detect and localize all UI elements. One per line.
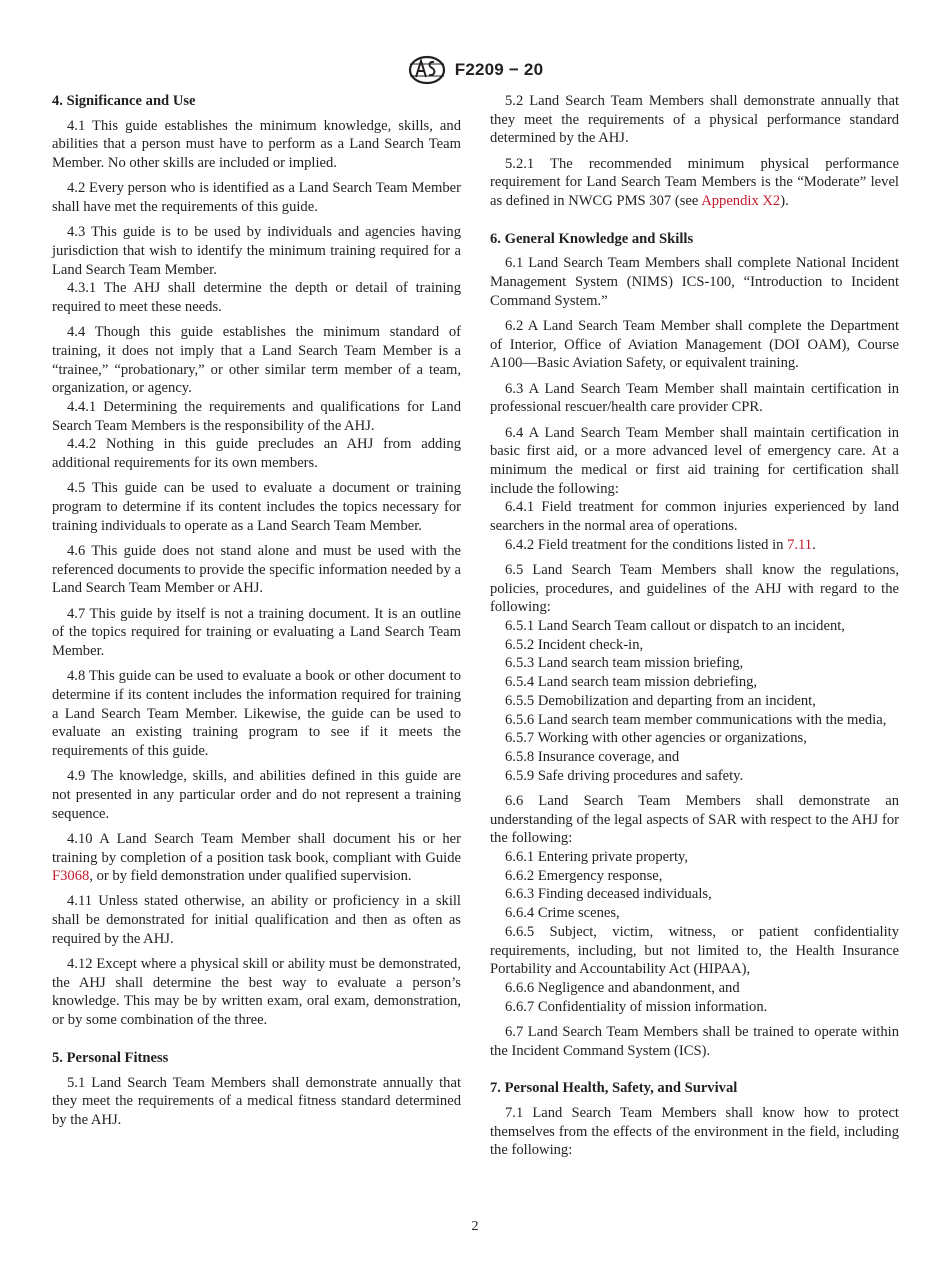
list-item: 6.6.3 Finding deceased individuals, [505, 886, 712, 903]
list-item: 6.5.3 Land search team mission briefing, [505, 655, 744, 672]
paragraph-4-4-2: 4.4.2 Nothing in this guide precludes an AHJ from adding additional requirements for its own members. [52, 436, 461, 472]
standard-designation: F2209 − 20 [454, 60, 544, 79]
paragraph-5-2-1-text: 5.2.1 The recommended minimum physical performance requirement for Land Search Team Members is the “Moderate” level as defined in NWCG PMS 307 (see [490, 155, 899, 210]
list-item: 6.5.7 Working with other agencies or organizations, [505, 730, 807, 747]
paragraph-4-5: 4.5 This guide can be used to evaluate a document or training program to determine if its content includes the topics necessary for training individuals to operate as a Land Search Team Member. [52, 480, 461, 534]
link-f3068[interactable]: F3068 [52, 868, 90, 885]
astm-logo-icon [407, 55, 447, 85]
list-item: 6.5.9 Safe driving procedures and safety. [505, 767, 744, 784]
list-item: 6.5.8 Insurance coverage, and [505, 749, 680, 765]
link-7-11[interactable]: 7.11 [787, 536, 813, 553]
paragraph-5-1: 5.1 Land Search Team Members shall demonstrate annually that they meet the requirements of a medical fitness standard determined by the AHJ. [52, 1074, 461, 1128]
section-7-heading: 7. Personal Health, Safety, and Survival [490, 1080, 738, 1097]
list-item: 6.6.7 Confidentiality of mission information. [505, 998, 768, 1015]
section-6-heading: 6. General Knowledge and Skills [490, 230, 694, 247]
paragraph-4-8: 4.8 This guide can be used to evaluate a book or other document to determine if its content includes the information required for training a Land Search Team Member. Likewise, the guide can be used to evaluate an existing training program to see if it meets the requirements of this guide. [52, 668, 461, 759]
paragraph-5-2-1 [490, 155, 899, 211]
list-item: 6.5.1 Land Search Team callout or dispatch to an incident, [505, 618, 845, 635]
page-number: 2 [471, 1219, 479, 1234]
paragraph-4-10 [52, 830, 461, 886]
paragraph-6-3: 6.3 A Land Search Team Member shall maintain certification in professional rescuer/health care provider CPR. [490, 380, 899, 416]
paragraph-6-7: 6.7 Land Search Team Members shall be trained to operate within the Incident Command System (ICS). [490, 1023, 899, 1059]
paragraph-4-4: 4.4 Though this guide establishes the minimum standard of training, it does not imply that a Land Search Team Member is a “trainee,” “probationary,” or other similar term member of a team, organization, or agency. [52, 324, 461, 397]
paragraph-6-4-2 [490, 536, 899, 555]
list-item: 6.5.6 Land search team member communications with the media, [505, 711, 887, 728]
left-column [52, 92, 461, 1130]
paragraph-6-6: 6.6 Land Search Team Members shall demonstrate an understanding of the legal aspects of SAR with respect to the AHJ for the following: [490, 792, 899, 847]
paragraph-4-6: 4.6 This guide does not stand alone and must be used with the referenced documents to provide the specific information needed by a Land Search Team Member or AHJ. [52, 542, 461, 597]
list-item: 6.5.4 Land search team mission debriefing, [505, 674, 758, 691]
page-header [0, 52, 950, 88]
paragraph-4-9: 4.9 The knowledge, skills, and abilities defined in this guide are not presented in any particular order and do not represent a training sequence. [52, 768, 461, 822]
paragraph-4-10-text: 4.10 A Land Search Team Member shall document his or her training by completion of a position task book, compliant with Guide [52, 830, 461, 866]
paragraph-4-4-1: 4.4.1 Determining the requirements and qualifications for Land Search Team Members is the responsibility of the AHJ. [52, 399, 461, 434]
paragraph-6-4-2-text-end: . [812, 536, 816, 553]
list-item: 6.5.5 Demobilization and departing from an incident, [505, 692, 816, 709]
paragraph-6-2: 6.2 A Land Search Team Member shall complete the Department of Interior, Office of Aviation Management (DOI OAM), Course A100—Basic Aviation Safety, or equivalent training. [490, 318, 899, 372]
list-item: 6.6.6 Negligence and abandonment, and [505, 979, 740, 996]
link-appendix-x2[interactable]: Appendix X2 [701, 193, 781, 210]
paragraph-6-5: 6.5 Land Search Team Members shall know the regulations, policies, procedures, and guidelines of the AHJ with regard to the following: [490, 561, 899, 616]
section-5-heading: 5. Personal Fitness [52, 1049, 169, 1066]
paragraph-4-2: 4.2 Every person who is identified as a Land Search Team Member shall have met the requirements of this guide. [52, 180, 461, 216]
list-item: 6.6.4 Crime scenes, [505, 905, 620, 922]
list-item: 6.5.2 Incident check-in, [505, 636, 644, 653]
paragraph-5-2-1-text-end: ). [780, 193, 789, 210]
paragraph-4-3: 4.3 This guide is to be used by individuals and agencies having jurisdiction that wish to identify the minimum training required for a Land Search Team Member. [52, 224, 461, 278]
list-item: 6.6.2 Emergency response, [505, 867, 663, 884]
paragraph-7-1: 7.1 Land Search Team Members shall know how to protect themselves from the effects of the environment in the field, including the following: [490, 1104, 899, 1159]
right-column [490, 92, 899, 1160]
list-item: 6.6.1 Entering private property, [505, 849, 689, 866]
paragraph-4-12: 4.12 Except where a physical skill or ability must be demonstrated, the AHJ shall determine the best way to evaluate a person’s knowledge. This may be by written exam, oral exam, demonstration, or by some combination of the three. [52, 956, 461, 1029]
paragraph-4-3-1: 4.3.1 The AHJ shall determine the depth or detail of training required to meet these needs. [52, 280, 461, 316]
paragraph-5-2: 5.2 Land Search Team Members shall demonstrate annually that they meet the requirements of a physical performance standard determined by the AHJ. [490, 93, 899, 147]
paragraph-4-10-text-end: , or by field demonstration under qualified supervision. [89, 868, 412, 885]
paragraph-6-4: 6.4 A Land Search Team Member shall maintain certification in basic first aid, or a more advanced level of emergency care. At a minimum the medical or first aid training for certification shall include the following: [490, 424, 899, 497]
paragraph-6-4-2-text: 6.4.2 Field treatment for the conditions listed in [505, 536, 788, 553]
paragraph-4-11: 4.11 Unless stated otherwise, an ability or proficiency in a skill shall be demonstrated for initial qualification and then as often as required by the AHJ. [52, 893, 461, 947]
paragraph-6-1: 6.1 Land Search Team Members shall complete National Incident Management System (NIMS) ICS-100, “Introduction to Incident Command System.” [490, 255, 899, 309]
paragraph-6-4-1: 6.4.1 Field treatment for common injuries experienced by land searchers in the normal area of operations. [490, 499, 899, 535]
list-item: 6.6.5 Subject, victim, witness, or patient confidentiality requirements, including, but not limited to, the Health Insurance Portability and Accountability Act (HIPAA), [490, 923, 899, 978]
paragraph-4-7: 4.7 This guide by itself is not a training document. It is an outline of the topics required for training or evaluating a Land Search Team Member. [52, 605, 461, 659]
paragraph-4-1: 4.1 This guide establishes the minimum knowledge, skills, and abilities that a person must have to perform as a Land Search Team Member. No other skills are included or implied. [52, 117, 461, 172]
section-4-heading: 4. Significance and Use [52, 93, 196, 109]
